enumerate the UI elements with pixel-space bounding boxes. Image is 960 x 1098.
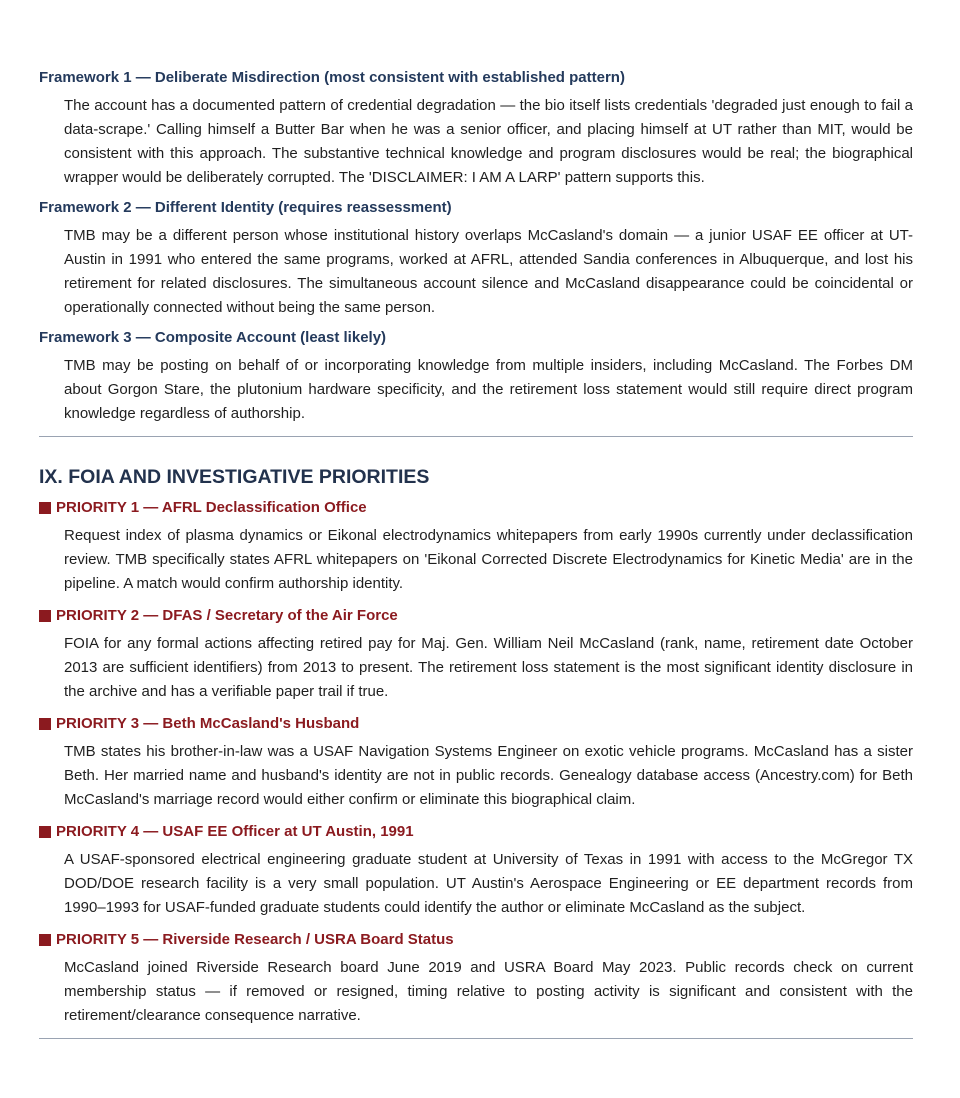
priority-4: [39, 822, 913, 920]
priority-body: A USAF-sponsored electrical engineering graduate student at University of Texas in 1991 with access to the McGregor TX DOD/DOE research facility is a very small population. UT Austin's Aerospace Engineering or EE department records from 1990–1993 for USAF-funded graduate students could identify the author or eliminate McCasland as the subject.: [64, 851, 913, 916]
priority-heading: [39, 498, 913, 518]
priority-heading: [39, 930, 913, 950]
priority-heading: [39, 822, 913, 842]
framework-1: [39, 68, 913, 190]
framework-body: TMB may be posting on behalf of or incorporating knowledge from multiple insiders, including McCasland. The Forbes DM about Gorgon Stare, the plutonium hardware specificity, and the retirement loss statement would still require direct program knowledge regardless of authorship.: [64, 357, 913, 422]
square-bullet-icon: [39, 502, 51, 514]
priority-body: TMB states his brother-in-law was a USAF Navigation Systems Engineer on exotic vehicle programs. McCasland has a sister Beth. Her married name and husband's identity are not in public records. Genealogy database access (Ancestry.com) for Beth McCasland's marriage record would either confirm or eliminate this biographical claim.: [64, 743, 913, 808]
section-divider: [39, 436, 913, 437]
document-page: [39, 68, 913, 1039]
section-title: IX. FOIA AND INVESTIGATIVE PRIORITIES: [39, 466, 430, 488]
priority-1: [39, 498, 913, 596]
square-bullet-icon: [39, 934, 51, 946]
priority-body: McCasland joined Riverside Research board June 2019 and USRA Board May 2023. Public records check on current membership status — if removed or resigned, timing relative to posting activity is significant and consistent with the retirement/clearance consequence narrative.: [64, 959, 913, 1024]
priority-body: FOIA for any formal actions affecting retired pay for Maj. Gen. William Neil McCasland (rank, name, retirement date October 2013 are sufficient identifiers) from 2013 to present. The retirement loss statement is the most significant identity disclosure in the archive and has a verifiable paper trail if true.: [64, 635, 913, 700]
priority-heading-text: PRIORITY 4 — USAF EE Officer at UT Austin, 1991: [56, 823, 414, 840]
framework-2: [39, 198, 913, 320]
square-bullet-icon: [39, 610, 51, 622]
priority-heading-text: PRIORITY 3 — Beth McCasland's Husband: [56, 715, 360, 732]
framework-heading: Framework 2 — Different Identity (requires reassessment): [39, 199, 452, 216]
priority-heading: [39, 714, 913, 734]
framework-heading: Framework 1 — Deliberate Misdirection (most consistent with established pattern): [39, 69, 625, 86]
priority-heading-text: PRIORITY 5 — Riverside Research / USRA Board Status: [56, 931, 454, 948]
priority-5: [39, 930, 913, 1028]
priority-heading-text: PRIORITY 1 — AFRL Declassification Office: [56, 499, 367, 516]
framework-heading: Framework 3 — Composite Account (least likely): [39, 329, 387, 346]
priority-3: [39, 714, 913, 812]
priority-heading-text: PRIORITY 2 — DFAS / Secretary of the Air Force: [56, 607, 398, 624]
priority-2: [39, 606, 913, 704]
bottom-divider: [39, 1038, 913, 1039]
priority-heading: [39, 606, 913, 626]
square-bullet-icon: [39, 718, 51, 730]
priority-body: Request index of plasma dynamics or Eikonal electrodynamics whitepapers from early 1990s currently under declassification review. TMB specifically states AFRL whitepapers on 'Eikonal Corrected Discrete Electrodynamics for Kinetic Media' are in the pipeline. A match would confirm authorship identity.: [64, 527, 913, 592]
framework-3: [39, 328, 913, 426]
framework-body: The account has a documented pattern of credential degradation — the bio itself lists credentials 'degraded just enough to fail a data-scrape.' Calling himself a Butter Bar when he was a senior officer, and placing himself at UT rather than MIT, would be consistent with this approach. The substantive technical knowledge and program disclosures would be real; the biographical wrapper would be deliberately corrupted. The 'DISCLAIMER: I AM A LARP' pattern supports this.: [64, 97, 913, 186]
framework-body: TMB may be a different person whose institutional history overlaps McCasland's domain — a junior USAF EE officer at UT-Austin in 1991 who entered the same programs, worked at AFRL, attended Sandia conferences in Albuquerque, and lost his retirement for related disclosures. The simultaneous account silence and McCasland disappearance could be coincidental or operationally connected without being the same person.: [64, 227, 913, 316]
square-bullet-icon: [39, 826, 51, 838]
